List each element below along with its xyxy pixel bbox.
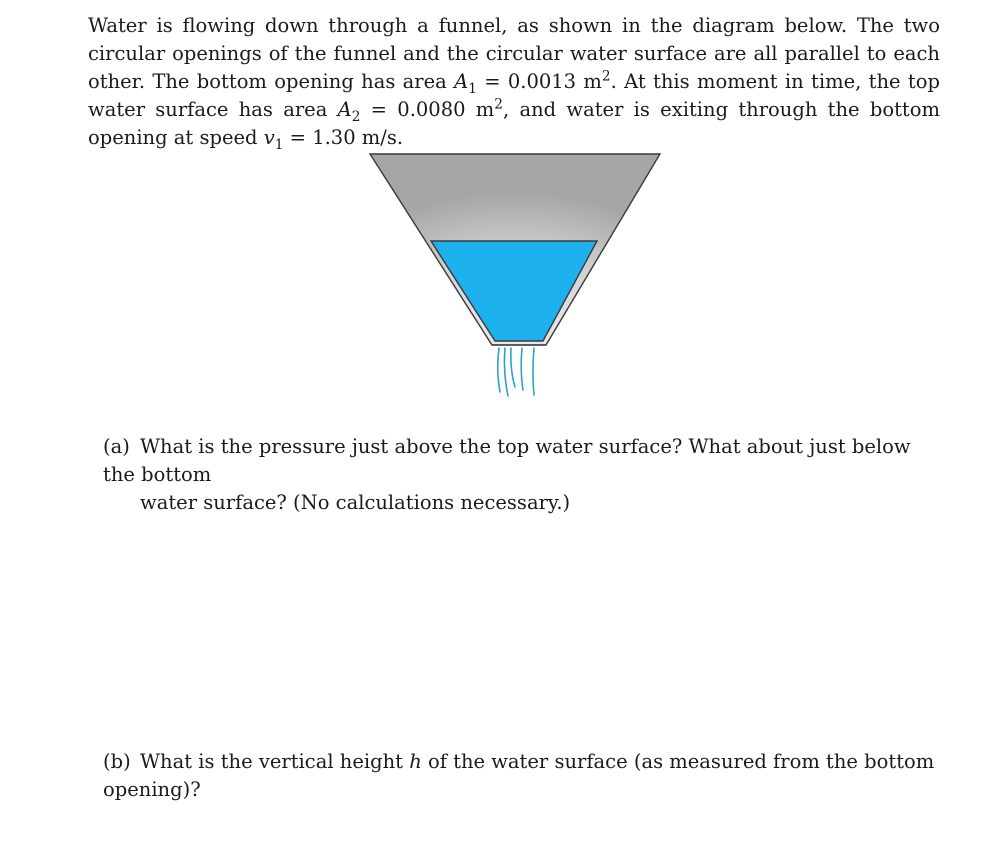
question-b-text-2: of the water surface (as measured from the bottom opening)? <box>103 750 935 801</box>
stream-line-3 <box>511 348 515 387</box>
v1-subscript: 1 <box>274 136 284 153</box>
question-a-line-2: water surface? (No calculations necessary.) <box>140 491 571 514</box>
question-a-label: (a) <box>103 435 130 458</box>
stream-line-2 <box>504 348 508 396</box>
stream-line-4 <box>521 348 523 390</box>
intro-text-2: . At this moment in time, the top water surface has area <box>88 70 940 121</box>
a2-symbol: A <box>337 98 352 121</box>
intro-text-3: , and water is exiting through the bottom opening at speed <box>88 98 940 149</box>
a1-equals: = <box>476 70 508 93</box>
h-symbol: h <box>409 750 422 773</box>
a1-value: 0.0013 m <box>507 70 602 93</box>
a1-square: 2 <box>601 68 611 85</box>
v1-value: 1.30 m/s. <box>312 126 404 149</box>
a1-subscript: 1 <box>468 80 477 97</box>
water-stream <box>498 348 534 396</box>
funnel-diagram <box>360 140 670 405</box>
question-b <box>103 748 943 804</box>
v1-equals: = <box>283 126 313 149</box>
intro-text-1: Water is flowing down through a funnel, as shown in the diagram below. The two circular openings of the funnel and the circular water surface are all parallel to each other. The bottom opening has area <box>88 14 940 93</box>
question-b-label: (b) <box>103 750 131 773</box>
stream-line-5 <box>533 348 534 395</box>
a2-subscript: 2 <box>351 108 361 125</box>
problem-statement <box>88 12 940 152</box>
question-b-text-1: What is the vertical height <box>140 750 410 773</box>
question-a-line-1: What is the pressure just above the top water surface? What about just below the bottom <box>103 435 911 486</box>
a2-square: 2 <box>494 96 503 113</box>
question-a <box>103 433 943 517</box>
a1-symbol: A <box>454 70 469 93</box>
v1-symbol: v <box>263 126 275 149</box>
a2-equals: = <box>360 98 398 121</box>
a2-value: 0.0080 m <box>397 98 495 121</box>
stream-line-1 <box>498 348 500 392</box>
